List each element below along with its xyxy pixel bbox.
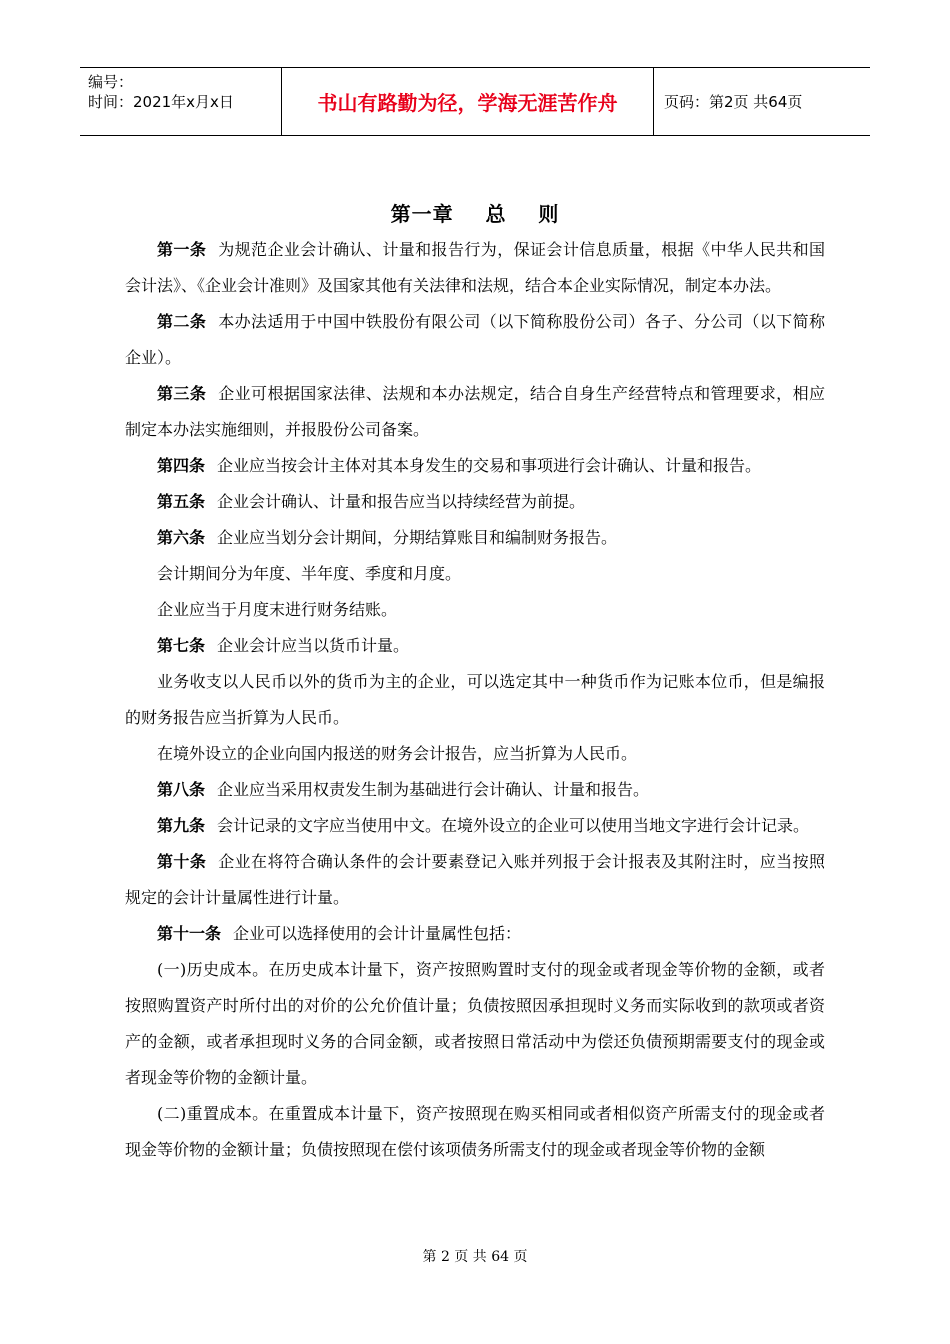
paragraph: [125, 592, 825, 628]
paragraph-text: 企业可以选择使用的会计计量属性包括：: [233, 924, 522, 943]
paragraph-text: (二)重置成本。在重置成本计量下，资产按照现在购买相同或者相似资产所需支付的现金或者现金等价物的金额计量；负债按照现在偿付该项债务所需支付的现金或者现金等价物的金额: [125, 1104, 825, 1159]
paragraph-text: 企业应当划分会计期间，分期结算账目和编制财务报告。: [217, 528, 618, 547]
paragraph: [125, 772, 825, 808]
paragraph: [125, 844, 825, 916]
article-number: 第五条: [157, 492, 206, 511]
paragraph: [125, 448, 825, 484]
paragraph: [125, 736, 825, 772]
paragraph: [125, 304, 825, 376]
paragraph: [125, 916, 825, 952]
article-number: 第四条: [157, 456, 206, 475]
article-number: 第九条: [157, 816, 206, 835]
article-number: 第三条: [157, 384, 207, 403]
paragraph: [125, 232, 825, 304]
paragraph-text: 企业会计应当以货币计量。: [217, 636, 410, 655]
paragraph-text: 会计记录的文字应当使用中文。在境外设立的企业可以使用当地文字进行会计记录。: [217, 816, 810, 835]
paragraph-text: 在境外设立的企业向国内报送的财务会计报告，应当折算为人民币。: [157, 744, 638, 763]
code-label: 编号：: [88, 73, 134, 91]
paragraph-text: 企业会计确认、计量和报告应当以持续经营为前提。: [217, 492, 586, 511]
document-body: [125, 232, 825, 1168]
paragraph-text: 企业应当于月度末进行财务结账。: [157, 600, 398, 619]
paragraph-text: 企业应当采用权责发生制为基础进行会计确认、计量和报告。: [217, 780, 650, 799]
header-meta: [80, 68, 282, 135]
paragraph: [125, 808, 825, 844]
article-number: 第二条: [157, 312, 207, 331]
article-number: 第六条: [157, 528, 206, 547]
time-label: 时间：2021年x月x日: [88, 93, 234, 111]
paragraph: [125, 484, 825, 520]
article-number: 第十一条: [157, 924, 222, 943]
paragraph-text: 企业应当按会计主体对其本身发生的交易和事项进行会计确认、计量和报告。: [217, 456, 762, 475]
paragraph-text: 企业在将符合确认条件的会计要素登记入账并列报于会计报表及其附注时，应当按照规定的会计计量属性进行计量。: [125, 852, 825, 907]
paragraph: [125, 1096, 825, 1168]
paragraph-text: 会计期间分为年度、半年度、季度和月度。: [157, 564, 462, 583]
paragraph-text: 业务收支以人民币以外的货币为主的企业，可以选定其中一种货币作为记账本位币，但是编报的财务报告应当折算为人民币。: [125, 672, 825, 727]
paragraph: [125, 520, 825, 556]
paragraph: [125, 628, 825, 664]
paragraph: [125, 376, 825, 448]
article-number: 第七条: [157, 636, 206, 655]
paragraph: [125, 952, 825, 1096]
chapter-title: 第一章 总 则: [390, 202, 560, 226]
paragraph-text: 本办法适用于中国中铁股份有限公司（以下简称股份公司）各子、分公司（以下简称企业）。: [125, 312, 825, 367]
article-number: 第十条: [157, 852, 207, 871]
article-number: 第一条: [157, 240, 207, 259]
paragraph-text: 企业可根据国家法律、法规和本办法规定，结合自身生产经营特点和管理要求，相应制定本办法实施细则，并报股份公司备案。: [125, 384, 825, 439]
page-footer: 第 2 页 共 64 页: [422, 1249, 528, 1265]
header-motto: 书山有路勤为径，学海无涯苦作舟: [282, 68, 654, 135]
paragraph-text: 为规范企业会计确认、计量和报告行为，保证会计信息质量，根据《中华人民共和国会计法》、《企业会计准则》及国家其他有关法律和法规，结合本企业实际情况，制定本办法。: [125, 240, 825, 295]
header-page-label: 页码：第2页 共64页: [664, 93, 803, 111]
paragraph-text: (一)历史成本。在历史成本计量下，资产按照购置时支付的现金或者现金等价物的金额，或者按照购置资产时所付出的对价的公允价值计量；负债按照因承担现时义务而实际收到的款项或者资产的金额，或者承担现时义务的合同金额，或者按照日常活动中为偿还负债预期需要支付的现金或者现金等价物的金额计量。: [125, 960, 825, 1087]
article-number: 第八条: [157, 780, 206, 799]
paragraph: [125, 664, 825, 736]
header-table: [80, 67, 870, 136]
paragraph: [125, 556, 825, 592]
